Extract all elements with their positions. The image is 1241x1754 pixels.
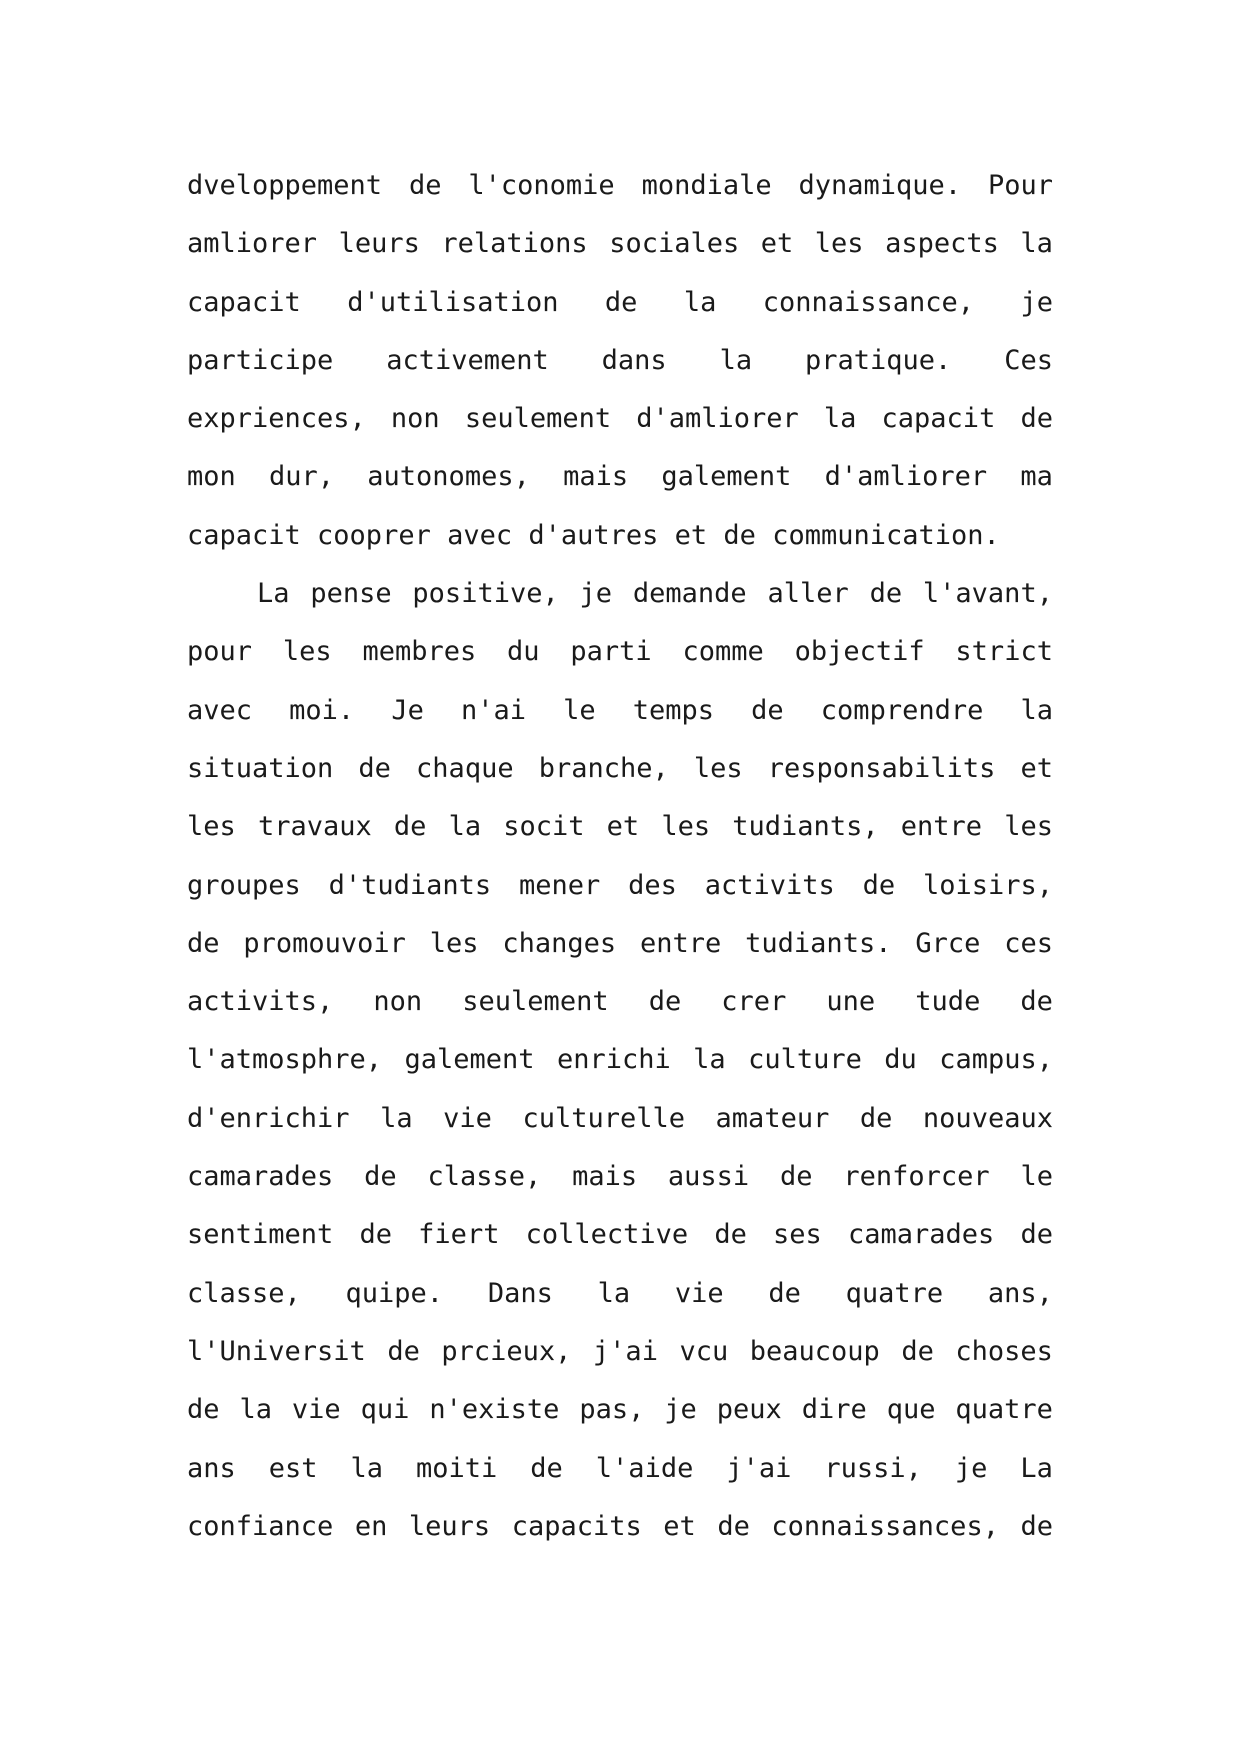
word: tudiants, bbox=[732, 811, 879, 843]
word: capacit bbox=[881, 403, 996, 435]
word: je bbox=[1020, 286, 1053, 318]
word: les bbox=[1004, 811, 1053, 843]
word: crer bbox=[721, 986, 787, 1018]
word: leurs bbox=[338, 228, 420, 260]
text-line bbox=[187, 798, 1053, 856]
word: membres bbox=[362, 636, 477, 668]
word: connaissance, bbox=[762, 286, 975, 318]
word: fiert bbox=[418, 1219, 500, 1251]
text-line bbox=[187, 157, 1053, 215]
word: est bbox=[268, 1452, 318, 1484]
word: parti bbox=[570, 636, 652, 668]
word: l'conomie bbox=[468, 170, 615, 201]
word: groupes bbox=[187, 869, 301, 901]
word: une bbox=[826, 986, 876, 1018]
word: seulement bbox=[464, 403, 612, 435]
word: autonomes, bbox=[367, 461, 530, 493]
word: de bbox=[780, 1161, 813, 1193]
word: de bbox=[714, 1219, 747, 1251]
word: et bbox=[663, 1510, 696, 1542]
word: la bbox=[1020, 228, 1053, 260]
word: culture bbox=[748, 1044, 862, 1076]
word: l'avant, bbox=[922, 578, 1053, 610]
word: tude bbox=[915, 986, 981, 1018]
word: d'amliorer bbox=[636, 403, 799, 435]
word: campus, bbox=[939, 1044, 1053, 1076]
word: qui bbox=[360, 1394, 410, 1426]
word: socit bbox=[503, 811, 585, 843]
word: le bbox=[1020, 1161, 1053, 1193]
text-line bbox=[187, 274, 1053, 332]
word: moi. bbox=[289, 694, 355, 726]
text-line bbox=[187, 1148, 1053, 1206]
word: camarades bbox=[187, 1161, 334, 1193]
word: quatre bbox=[845, 1277, 944, 1309]
word: activits, bbox=[187, 986, 334, 1018]
word: et bbox=[760, 228, 794, 260]
word: objectif bbox=[794, 636, 925, 668]
word: l'Universit bbox=[187, 1335, 366, 1367]
word: choses bbox=[955, 1335, 1053, 1367]
word: galement bbox=[404, 1044, 535, 1076]
word: non bbox=[390, 403, 440, 435]
word: la bbox=[239, 1394, 272, 1426]
word: ses bbox=[773, 1219, 822, 1251]
word: dans bbox=[601, 344, 667, 376]
word: la bbox=[380, 1102, 413, 1134]
word: de bbox=[869, 578, 903, 610]
word: classe, bbox=[187, 1277, 301, 1309]
word: avec bbox=[187, 694, 253, 726]
word: du bbox=[884, 1044, 917, 1076]
word: la bbox=[719, 344, 753, 376]
word: la bbox=[693, 1044, 726, 1076]
word: dynamique. bbox=[798, 170, 962, 201]
word: de bbox=[768, 1277, 801, 1309]
word: et bbox=[1020, 752, 1053, 784]
word: de bbox=[901, 1335, 934, 1367]
word: dveloppement bbox=[187, 170, 383, 201]
word: aspects bbox=[885, 228, 999, 260]
word: pense bbox=[310, 578, 392, 610]
word: vcu bbox=[679, 1335, 729, 1367]
word: aller bbox=[767, 578, 849, 610]
word: du bbox=[507, 636, 540, 668]
word: moiti bbox=[416, 1452, 498, 1484]
word: la bbox=[597, 1277, 631, 1309]
word: chaque bbox=[416, 752, 514, 784]
word: les bbox=[814, 228, 864, 260]
word: les bbox=[187, 811, 236, 843]
text-line bbox=[187, 682, 1053, 740]
word: de bbox=[648, 986, 682, 1018]
word: je bbox=[954, 1452, 988, 1484]
word: de bbox=[1020, 403, 1053, 435]
word: enrichi bbox=[556, 1044, 671, 1076]
word: de bbox=[530, 1452, 563, 1484]
word: relations bbox=[441, 228, 588, 260]
word: tudiants. bbox=[745, 927, 892, 959]
word: comprendre bbox=[820, 694, 984, 726]
text-line bbox=[187, 1381, 1053, 1439]
word: d'enrichir bbox=[187, 1102, 350, 1134]
word: ma bbox=[1020, 461, 1053, 493]
word: vie bbox=[291, 1394, 341, 1426]
text-line bbox=[187, 565, 1053, 623]
text-line bbox=[187, 740, 1053, 798]
word: n'existe bbox=[429, 1394, 560, 1426]
word: sociales bbox=[609, 228, 740, 260]
word: je bbox=[664, 1394, 697, 1426]
word: activement bbox=[386, 344, 549, 376]
text-line bbox=[187, 448, 1053, 506]
text-line bbox=[187, 1206, 1053, 1264]
word: de bbox=[1020, 1219, 1053, 1251]
word: La bbox=[1020, 1452, 1053, 1484]
word: branche, bbox=[538, 752, 669, 784]
word: dur, bbox=[269, 461, 335, 493]
word: galement bbox=[661, 461, 792, 493]
word: responsabilits bbox=[767, 752, 996, 784]
word: pas, bbox=[579, 1394, 645, 1426]
word: ces bbox=[1004, 927, 1053, 959]
word: les bbox=[661, 811, 711, 843]
text-line bbox=[187, 1265, 1053, 1323]
word: les bbox=[282, 636, 332, 668]
word: participe bbox=[187, 344, 334, 376]
word: positive, bbox=[412, 578, 559, 610]
word: loisirs, bbox=[922, 869, 1053, 901]
word: de bbox=[187, 1394, 220, 1426]
word: vie bbox=[443, 1102, 492, 1134]
word: comme bbox=[682, 636, 764, 668]
word: La bbox=[257, 578, 290, 610]
word: amateur bbox=[715, 1102, 830, 1134]
word: expriences, bbox=[187, 403, 366, 435]
word: d'amliorer bbox=[824, 461, 988, 493]
word: ans, bbox=[987, 1277, 1053, 1309]
word: situation bbox=[187, 752, 334, 784]
word: pour bbox=[187, 636, 253, 668]
word: nouveaux bbox=[922, 1102, 1053, 1134]
word: n'ai bbox=[460, 694, 526, 726]
word: leurs bbox=[408, 1510, 491, 1542]
word: strict bbox=[955, 636, 1053, 668]
word: sentiment bbox=[187, 1219, 334, 1251]
word: l'atmosphre, bbox=[187, 1044, 383, 1076]
word: changes bbox=[502, 927, 617, 959]
text-line bbox=[187, 1031, 1053, 1089]
text-line bbox=[187, 973, 1053, 1031]
word: mais bbox=[572, 1161, 638, 1193]
word: Dans bbox=[487, 1277, 553, 1309]
word: de bbox=[751, 694, 784, 726]
word: de bbox=[187, 927, 220, 959]
body-text bbox=[187, 157, 1053, 1556]
word: en bbox=[354, 1510, 388, 1542]
word: amliorer bbox=[187, 228, 318, 260]
word: classe, bbox=[427, 1161, 542, 1193]
word: Grce bbox=[915, 927, 981, 959]
word: camarades bbox=[848, 1219, 995, 1251]
word: de bbox=[359, 1219, 392, 1251]
word: je bbox=[579, 578, 613, 610]
word: de bbox=[393, 811, 427, 843]
text-line bbox=[187, 915, 1053, 973]
word: d'utilisation bbox=[347, 286, 559, 318]
word: temps bbox=[632, 694, 715, 726]
word: peux bbox=[716, 1394, 782, 1426]
word: le bbox=[563, 694, 596, 726]
word: quipe. bbox=[345, 1277, 444, 1309]
word: de bbox=[408, 170, 442, 201]
word: collective bbox=[525, 1219, 689, 1251]
word: culturelle bbox=[522, 1102, 686, 1134]
word: de bbox=[358, 752, 391, 784]
word: de bbox=[387, 1335, 420, 1367]
text-line bbox=[187, 857, 1053, 915]
text-line bbox=[187, 390, 1053, 448]
text-line bbox=[187, 1498, 1053, 1556]
word: Ces bbox=[1004, 344, 1053, 376]
word: demande bbox=[632, 578, 747, 610]
word: dire bbox=[801, 1394, 867, 1426]
word: promouvoir bbox=[243, 927, 406, 959]
word: mondiale bbox=[641, 170, 772, 201]
word: j'ai bbox=[726, 1452, 792, 1484]
word: l'aide bbox=[595, 1452, 694, 1484]
word: mais bbox=[563, 461, 629, 493]
word: Je bbox=[391, 694, 424, 726]
text-line bbox=[187, 1323, 1053, 1381]
word: la bbox=[1020, 694, 1053, 726]
word: mon bbox=[187, 461, 236, 493]
word: et bbox=[606, 811, 640, 843]
word: j'ai bbox=[592, 1335, 658, 1367]
word: entre bbox=[900, 811, 983, 843]
word: de bbox=[364, 1161, 397, 1193]
word: quatre bbox=[955, 1394, 1053, 1426]
word: la bbox=[683, 286, 717, 318]
word: russi, bbox=[824, 1452, 922, 1484]
word: d'tudiants bbox=[328, 869, 492, 901]
word: ans bbox=[187, 1452, 236, 1484]
word: capacits bbox=[511, 1510, 642, 1542]
word: non bbox=[373, 986, 423, 1018]
word: de bbox=[717, 1510, 750, 1542]
text-line bbox=[187, 1090, 1053, 1148]
word: aussi bbox=[667, 1161, 750, 1193]
word: entre bbox=[640, 927, 722, 959]
word: la bbox=[823, 403, 857, 435]
word: prcieux, bbox=[441, 1335, 572, 1367]
word: les bbox=[693, 752, 743, 784]
word: confiance bbox=[187, 1510, 334, 1542]
word: connaissances, bbox=[771, 1510, 999, 1542]
word: activits bbox=[704, 869, 835, 901]
word: la bbox=[350, 1452, 384, 1484]
word: des bbox=[628, 869, 677, 901]
text-line bbox=[187, 1440, 1053, 1498]
word: de bbox=[1020, 986, 1053, 1018]
word: que bbox=[886, 1394, 936, 1426]
text-line bbox=[187, 215, 1053, 273]
word: de bbox=[604, 286, 638, 318]
word: la bbox=[448, 811, 482, 843]
word: Pour bbox=[987, 170, 1053, 201]
word: de bbox=[859, 1102, 893, 1134]
word: de bbox=[1020, 1510, 1053, 1542]
word: capacit bbox=[187, 286, 301, 318]
text-line: capacit cooprer avec d'autres et de communication. bbox=[187, 519, 1000, 551]
word: pratique. bbox=[804, 344, 952, 376]
word: de bbox=[862, 869, 896, 901]
text-line bbox=[187, 332, 1053, 390]
word: seulement bbox=[462, 986, 609, 1018]
word: travaux bbox=[257, 811, 372, 843]
word: mener bbox=[519, 869, 601, 901]
word: beaucoup bbox=[749, 1335, 880, 1367]
word: renforcer bbox=[843, 1161, 990, 1193]
text-line bbox=[187, 623, 1053, 681]
word: vie bbox=[674, 1277, 724, 1309]
word: les bbox=[429, 927, 479, 959]
